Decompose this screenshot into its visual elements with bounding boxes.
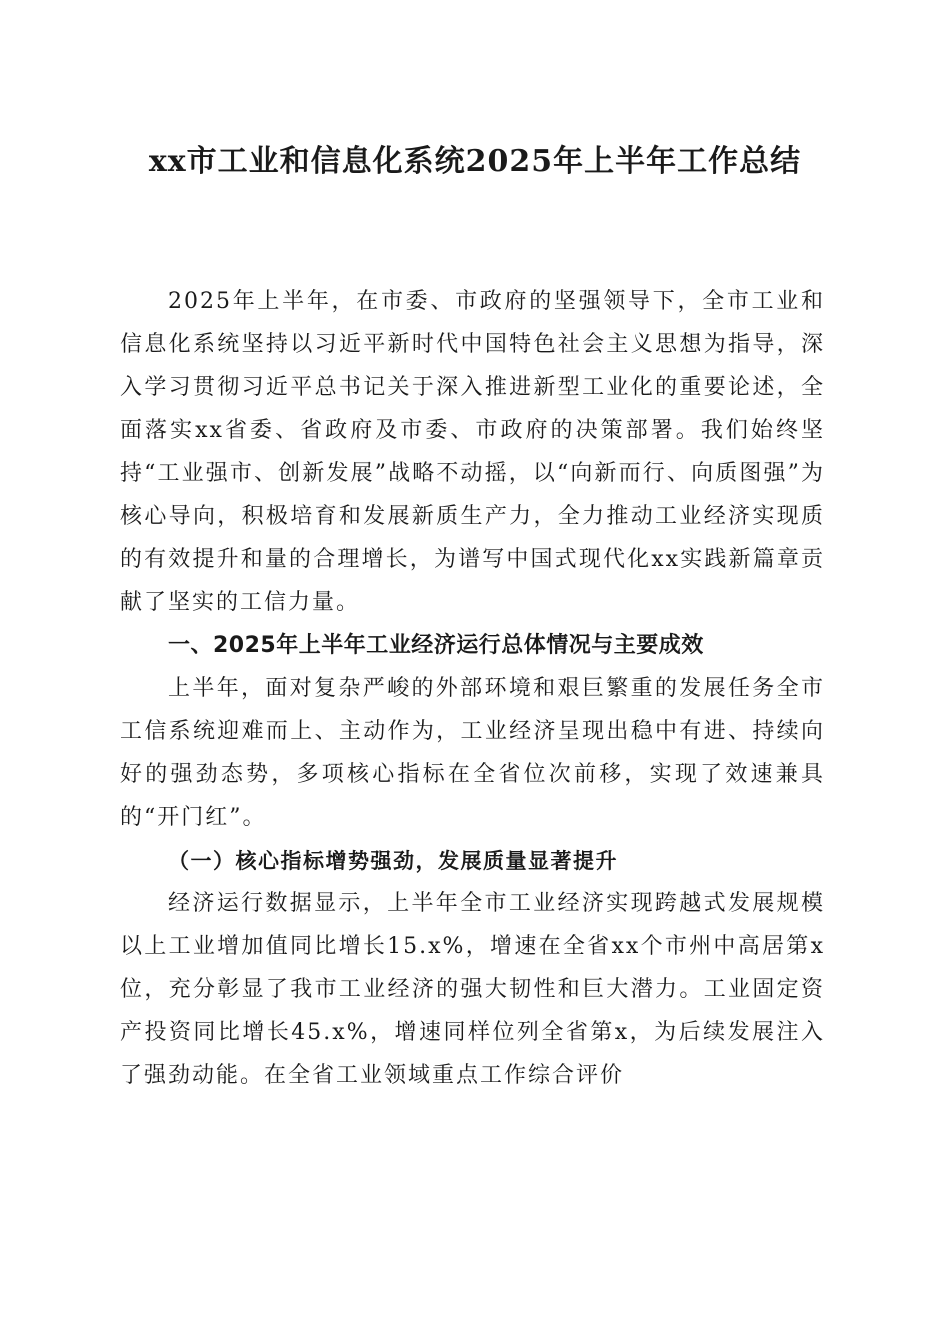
document-title: xx市工业和信息化系统2025年上半年工作总结 [148,144,802,179]
section-heading: 一、2025年上半年工业经济运行总体情况与主要成效 [168,633,704,658]
subsection-paragraph: 经济运行数据显示，上半年全市工业经济实现跨越式发展规模以上工业增加值同比增长15.x%，增速在全省xx个市州中高居第x位，充分彰显了我市工业经济的强大韧性和巨大潜力。工业固定资产投资同比增长45.x%，增速同样位列全省第x，为后续发展注入了强劲动能。在全省工业领域重点工作综合评价 [120,891,825,1088]
section-paragraph: 上半年，面对复杂严峻的外部环境和艰巨繁重的发展任务全市工信系统迎难而上、主动作为，工业经济呈现出稳中有进、持续向好的强劲态势，多项核心指标在全省位次前移，实现了效速兼具的“开门红”。 [120,676,825,830]
intro-paragraph: 2025年上半年，在市委、市政府的坚强领导下，全市工业和信息化系统坚持以习近平新时代中国特色社会主义思想为指导，深入学习贯彻习近平总书记关于深入推进新型工业化的重要论述，全面落实xx省委、省政府及市委、市政府的决策部署。我们始终坚持“工业强市、创新发展”战略不动摇，以“向新而行、向质图强”为核心导向，积极培育和发展新质生产力，全力推动工业经济实现质的有效提升和量的合理增长，为谱写中国式现代化xx实践新篇章贡献了坚实的工信力量。 [120,289,825,615]
document-body [120,280,825,1097]
subsection-heading: （一）核心指标增势强劲，发展质量显著提升 [168,848,618,873]
